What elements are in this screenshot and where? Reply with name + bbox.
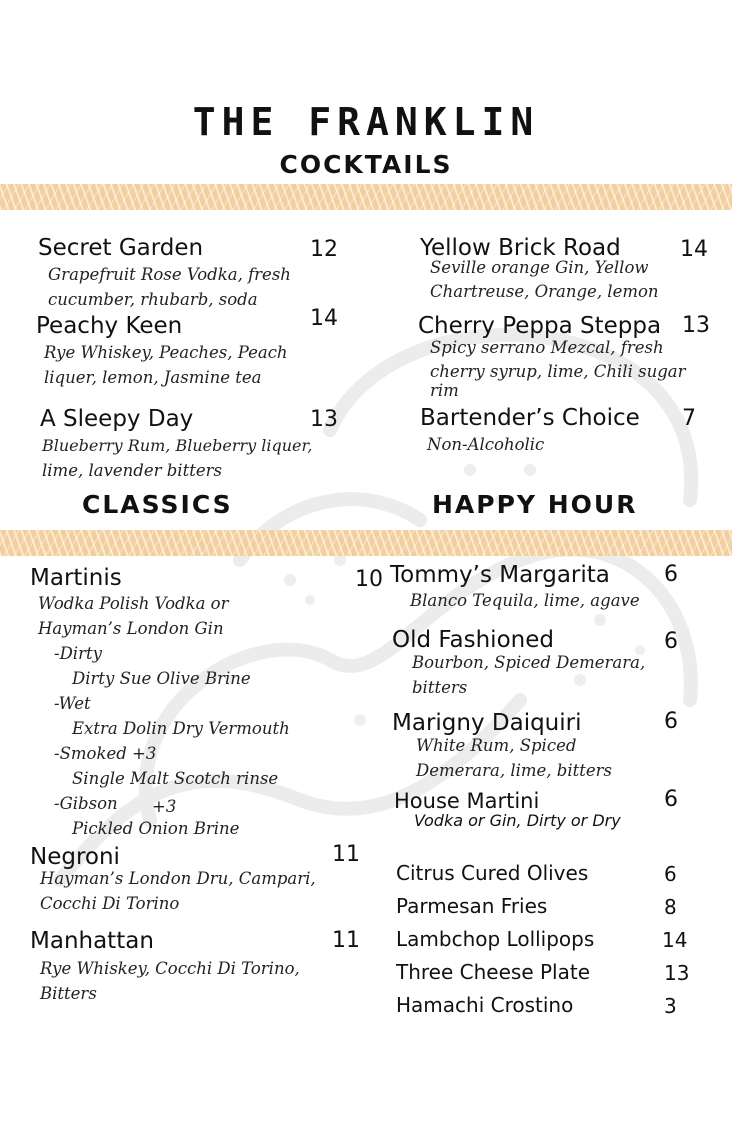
item-price: 6 (664, 787, 678, 812)
item-desc-line: bitters (412, 678, 468, 697)
item-desc-line: -Dirty (54, 644, 102, 663)
item-price: 12 (310, 237, 338, 262)
item-price: 14 (680, 237, 708, 262)
food-name: Hamachi Crostino (396, 993, 574, 1017)
item-desc-line: Pickled Onion Brine (72, 819, 240, 838)
item-desc-line: Grapefruit Rose Vodka, fresh (48, 265, 291, 284)
item-desc-line: Demerara, lime, bitters (416, 761, 613, 780)
food-price: 6 (664, 862, 677, 886)
item-desc-line: Single Malt Scotch rinse (72, 769, 279, 788)
item-desc-line: lime, lavender bitters (42, 461, 222, 480)
cocktail-item (420, 234, 680, 304)
item-desc-line: Extra Dolin Dry Vermouth (72, 719, 290, 738)
item-desc-line: Blueberry Rum, Blueberry liquer, (42, 436, 313, 455)
item-name: Manhattan (30, 928, 154, 954)
item-desc-line: cherry syrup, lime, Chili sugar (430, 362, 686, 381)
section-title-happy-hour: HAPPY HOUR (432, 490, 638, 519)
item-desc-line: Cocchi Di Torino (40, 894, 180, 913)
item-desc-line: +3 (152, 797, 177, 816)
item-price: 11 (332, 842, 360, 867)
food-name: Lambchop Lollipops (396, 927, 595, 951)
item-name: Yellow Brick Road (420, 235, 621, 261)
item-desc-line: Non-Alcoholic (427, 435, 545, 454)
cocktail-item (36, 312, 336, 390)
food-price: 13 (664, 961, 690, 985)
decorative-band-top (0, 184, 732, 210)
item-price: 6 (664, 709, 678, 734)
item-name: Marigny Daiquiri (392, 710, 582, 736)
item-desc-line: -Smoked +3 (54, 744, 157, 763)
item-name: Old Fashioned (392, 627, 554, 653)
item-price: 14 (310, 306, 338, 331)
item-price: 7 (682, 406, 696, 431)
item-desc-line: Hayman’s London Gin (38, 619, 224, 638)
cocktail-item (418, 312, 708, 398)
decorative-band-middle (0, 530, 732, 556)
cocktail-item (38, 234, 338, 312)
cocktail-item (420, 404, 680, 457)
item-desc-line: White Rum, Spiced (416, 736, 577, 755)
item-name: A Sleepy Day (40, 406, 194, 432)
item-desc-line: liquer, lemon, Jasmine tea (44, 368, 262, 387)
food-name: Citrus Cured Olives (396, 861, 589, 885)
item-price: 6 (664, 629, 678, 654)
item-name: Secret Garden (38, 235, 204, 261)
item-name: Peachy Keen (36, 313, 183, 339)
item-desc-line: -Gibson (54, 794, 118, 813)
food-price: 8 (664, 895, 677, 919)
section-title-classics: CLASSICS (82, 490, 233, 519)
item-price: 11 (332, 928, 360, 953)
item-price: 13 (682, 313, 710, 338)
item-desc-line: Seville orange Gin, Yellow (430, 258, 649, 277)
item-name: Bartender’s Choice (420, 405, 640, 431)
item-desc-line: Rye Whiskey, Cocchi Di Torino, (40, 959, 300, 978)
item-desc-line: Vodka or Gin, Dirty or Dry (414, 811, 621, 830)
item-desc-line: Blanco Tequila, lime, agave (410, 591, 640, 610)
cocktail-item (40, 405, 340, 483)
item-price: 10 (355, 567, 383, 592)
item-name: House Martini (394, 789, 540, 813)
food-name: Three Cheese Plate (396, 960, 590, 984)
item-desc-line: cucumber, rhubarb, soda (48, 290, 258, 309)
item-desc-line: Bitters (40, 984, 97, 1003)
item-desc-line: -Wet (54, 694, 91, 713)
item-desc-line: Chartreuse, Orange, lemon (430, 282, 659, 301)
item-desc-line: Wodka Polish Vodka or (38, 594, 229, 613)
item-name: Negroni (30, 844, 120, 870)
item-desc-line: rim (430, 381, 459, 400)
food-price: 14 (662, 928, 688, 952)
item-desc-line: Bourbon, Spiced Demerara, (412, 653, 646, 672)
food-name: Parmesan Fries (396, 894, 548, 918)
item-price: 13 (310, 407, 338, 432)
item-name: Tommy’s Margarita (390, 562, 610, 588)
food-price: 3 (664, 994, 677, 1018)
item-desc-line: Rye Whiskey, Peaches, Peach (44, 343, 288, 362)
item-name: Martinis (30, 565, 122, 591)
restaurant-title: THE FRANKLIN (192, 100, 540, 144)
item-desc-line: Dirty Sue Olive Brine (72, 669, 251, 688)
item-price: 6 (664, 562, 678, 587)
item-desc-line: Hayman’s London Dru, Campari, (40, 869, 316, 888)
item-name: Cherry Peppa Steppa (418, 313, 662, 339)
menu-subtitle: COCKTAILS (279, 150, 453, 179)
item-desc-line: Spicy serrano Mezcal, fresh (430, 338, 664, 357)
